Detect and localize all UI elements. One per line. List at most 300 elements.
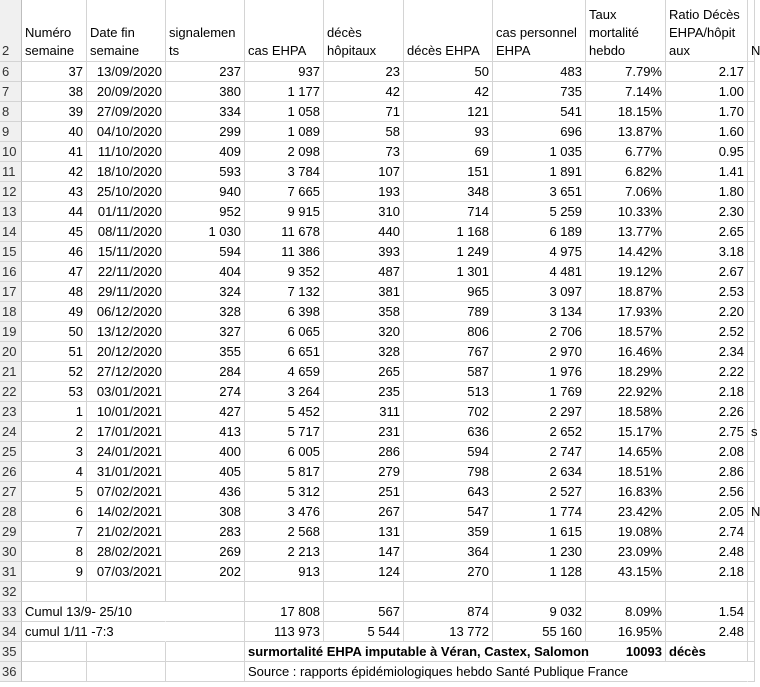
cell[interactable]: 13 772 [404,622,493,642]
cell[interactable]: 13/09/2020 [87,62,166,82]
cell[interactable] [748,202,755,222]
row-header[interactable]: 25 [0,442,22,462]
cell[interactable]: 07/03/2021 [87,562,166,582]
cell[interactable]: 355 [166,342,245,362]
cell[interactable]: 6 [22,502,87,522]
cell[interactable]: 965 [404,282,493,302]
cell[interactable]: 147 [324,542,404,562]
cell[interactable] [493,582,586,602]
cell[interactable]: 18.57% [586,322,666,342]
cell[interactable]: 40 [22,122,87,142]
cell[interactable] [87,662,166,682]
cell[interactable]: 1 058 [245,102,324,122]
row-header[interactable]: 18 [0,302,22,322]
cell[interactable]: 1 035 [493,142,586,162]
column-header[interactable] [493,0,586,62]
cell[interactable]: 10.33% [586,202,666,222]
cell[interactable]: 29/11/2020 [87,282,166,302]
cell[interactable]: 6.82% [586,162,666,182]
cell[interactable]: 04/10/2020 [87,122,166,142]
cell[interactable]: 1.54 [666,602,748,622]
cell[interactable]: 124 [324,562,404,582]
row-header[interactable]: 21 [0,362,22,382]
cell[interactable]: 2 706 [493,322,586,342]
cell[interactable]: 2 098 [245,142,324,162]
cell[interactable]: 5 [22,482,87,502]
cell[interactable]: 50 [404,62,493,82]
cell[interactable]: 18/10/2020 [87,162,166,182]
cell[interactable] [22,642,87,662]
cell[interactable]: 27/12/2020 [87,362,166,382]
cell[interactable]: 636 [404,422,493,442]
cell[interactable]: 436 [166,482,245,502]
row-header[interactable]: 24 [0,422,22,442]
row-header[interactable]: 26 [0,462,22,482]
cell[interactable] [748,362,755,382]
cell[interactable]: 2.05 [666,502,748,522]
cell[interactable] [22,582,87,602]
cell[interactable]: 593 [166,162,245,182]
cell[interactable] [748,522,755,542]
cell[interactable]: 18.15% [586,102,666,122]
cell[interactable]: 1 769 [493,382,586,402]
cell[interactable]: 487 [324,262,404,282]
cell[interactable] [748,582,755,602]
cell[interactable]: 265 [324,362,404,382]
cell[interactable]: 364 [404,542,493,562]
cell[interactable]: 7.06% [586,182,666,202]
cell[interactable]: 714 [404,202,493,222]
cell[interactable] [245,582,324,602]
cell[interactable]: 594 [166,242,245,262]
cell[interactable]: 4 481 [493,262,586,282]
row-header[interactable]: 6 [0,62,22,82]
cell[interactable]: 231 [324,422,404,442]
cell[interactable]: 2 527 [493,482,586,502]
cell[interactable]: 513 [404,382,493,402]
cell[interactable]: 4 975 [493,242,586,262]
cell[interactable]: 13/12/2020 [87,322,166,342]
cell[interactable]: 284 [166,362,245,382]
cumul-label[interactable]: Cumul 13/9- 25/10 [22,602,166,622]
cell[interactable]: 41 [22,142,87,162]
cell[interactable]: 17.93% [586,302,666,322]
cell[interactable]: 286 [324,442,404,462]
cell[interactable]: 28/02/2021 [87,542,166,562]
cell[interactable] [166,622,245,642]
cell[interactable]: 381 [324,282,404,302]
cell[interactable]: 874 [404,602,493,622]
cell[interactable]: 1 030 [166,222,245,242]
cell[interactable]: 2.48 [666,542,748,562]
cell[interactable]: 7.14% [586,82,666,102]
cell[interactable]: 16.95% [586,622,666,642]
cell[interactable]: 48 [22,282,87,302]
cell[interactable]: 38 [22,82,87,102]
cell[interactable]: 06/12/2020 [87,302,166,322]
cell[interactable]: 202 [166,562,245,582]
cell[interactable]: 9 352 [245,262,324,282]
cell[interactable]: 324 [166,282,245,302]
cell[interactable]: 320 [324,322,404,342]
cell[interactable]: 2.18 [666,562,748,582]
cell[interactable]: 9 915 [245,202,324,222]
cell[interactable]: 1.00 [666,82,748,102]
cell[interactable]: 299 [166,122,245,142]
cell[interactable]: 58 [324,122,404,142]
cell[interactable]: 952 [166,202,245,222]
cell[interactable]: 21/02/2021 [87,522,166,542]
cell[interactable]: 14.65% [586,442,666,462]
cell[interactable]: 07/02/2021 [87,482,166,502]
row-header[interactable]: 29 [0,522,22,542]
row-header[interactable]: 16 [0,262,22,282]
cell[interactable]: 328 [166,302,245,322]
cell[interactable]: 9 032 [493,602,586,622]
cell[interactable]: 93 [404,122,493,142]
cell[interactable]: 2.52 [666,322,748,342]
cell[interactable] [748,222,755,242]
row-header[interactable]: 31 [0,562,22,582]
cell[interactable]: 1 615 [493,522,586,542]
cell[interactable]: 409 [166,142,245,162]
cell[interactable]: 913 [245,562,324,582]
cell[interactable]: 2.17 [666,62,748,82]
cell[interactable]: 5 717 [245,422,324,442]
cell[interactable]: 11/10/2020 [87,142,166,162]
cell[interactable]: 2 297 [493,402,586,422]
cell[interactable]: 1 128 [493,562,586,582]
cell[interactable]: 42 [22,162,87,182]
cell[interactable]: 20/09/2020 [87,82,166,102]
cell[interactable]: 393 [324,242,404,262]
cell[interactable] [586,582,666,602]
cell[interactable]: 1 774 [493,502,586,522]
cell[interactable] [22,662,87,682]
row-header[interactable]: 34 [0,622,22,642]
cell[interactable]: 45 [22,222,87,242]
cell[interactable]: 2 652 [493,422,586,442]
cell[interactable]: 643 [404,482,493,502]
cell[interactable]: 3 134 [493,302,586,322]
row-header[interactable]: 9 [0,122,22,142]
cell[interactable]: 52 [22,362,87,382]
cell[interactable]: 2 [22,422,87,442]
cell[interactable]: 6 651 [245,342,324,362]
summary-text[interactable]: surmortalité EHPA imputable à Véran, Castex, Salomon [245,642,586,662]
cell[interactable]: 327 [166,322,245,342]
cell[interactable]: 193 [324,182,404,202]
cell[interactable]: 0.95 [666,142,748,162]
cell[interactable]: 15/11/2020 [87,242,166,262]
row-header[interactable]: 19 [0,322,22,342]
cell[interactable]: 702 [404,402,493,422]
column-header[interactable] [324,0,404,62]
cell[interactable]: 2 747 [493,442,586,462]
cell[interactable]: 587 [404,362,493,382]
column-header[interactable] [748,0,760,62]
row-header[interactable]: 28 [0,502,22,522]
cell[interactable]: 1 168 [404,222,493,242]
cell[interactable]: 27/09/2020 [87,102,166,122]
cell[interactable]: 1 177 [245,82,324,102]
cell[interactable]: 404 [166,262,245,282]
cell[interactable] [748,282,755,302]
cell[interactable]: 1 230 [493,542,586,562]
cell[interactable]: 18.29% [586,362,666,382]
cell[interactable]: 53 [22,382,87,402]
cell[interactable]: 789 [404,302,493,322]
cell[interactable]: 73 [324,142,404,162]
cell[interactable]: 113 973 [245,622,324,642]
cell[interactable] [166,642,245,662]
cell[interactable]: 25/10/2020 [87,182,166,202]
cell[interactable]: 5 452 [245,402,324,422]
cell[interactable]: 2.53 [666,282,748,302]
cell[interactable] [748,102,755,122]
cell[interactable]: 69 [404,142,493,162]
cell[interactable]: 2.75 [666,422,748,442]
cell[interactable]: 107 [324,162,404,182]
cell[interactable]: 50 [22,322,87,342]
cell[interactable]: 1 089 [245,122,324,142]
column-header[interactable] [166,0,245,62]
cell[interactable] [748,262,755,282]
row-header[interactable]: 12 [0,182,22,202]
cell[interactable]: 3 651 [493,182,586,202]
cell[interactable] [748,642,755,662]
cell[interactable]: 23.09% [586,542,666,562]
cell[interactable] [166,602,245,622]
cell[interactable]: 7.79% [586,62,666,82]
cell[interactable] [748,342,755,362]
cell[interactable]: 131 [324,522,404,542]
cell[interactable]: 7 [22,522,87,542]
cell[interactable]: 42 [404,82,493,102]
cell[interactable]: 6 005 [245,442,324,462]
row-header[interactable]: 7 [0,82,22,102]
cell[interactable] [748,442,755,462]
cell[interactable] [87,582,166,602]
cell[interactable]: 7 132 [245,282,324,302]
cell[interactable]: 47 [22,262,87,282]
cell[interactable]: 19.12% [586,262,666,282]
cell[interactable]: 267 [324,502,404,522]
cell[interactable]: 405 [166,462,245,482]
cell[interactable] [748,242,755,262]
cell[interactable]: 567 [324,602,404,622]
cell[interactable] [166,662,245,682]
cell[interactable]: 235 [324,382,404,402]
cell[interactable]: 427 [166,402,245,422]
cell[interactable]: 24/01/2021 [87,442,166,462]
cell[interactable]: 4 659 [245,362,324,382]
cell[interactable]: 18.87% [586,282,666,302]
cell[interactable]: 22/11/2020 [87,262,166,282]
cell[interactable]: 71 [324,102,404,122]
cell[interactable]: 08/11/2020 [87,222,166,242]
cell[interactable]: 5 259 [493,202,586,222]
cell[interactable] [748,402,755,422]
cell[interactable]: 594 [404,442,493,462]
cell[interactable]: 798 [404,462,493,482]
cell[interactable]: 14.42% [586,242,666,262]
cell[interactable]: 735 [493,82,586,102]
cell[interactable] [324,582,404,602]
row-header[interactable]: 35 [0,642,22,662]
cell[interactable]: 3 784 [245,162,324,182]
row-header[interactable]: 32 [0,582,22,602]
cell[interactable] [748,182,755,202]
cell[interactable]: 23 [324,62,404,82]
row-header[interactable]: 22 [0,382,22,402]
column-header[interactable] [666,0,748,62]
column-header[interactable] [87,0,166,62]
cell[interactable]: 39 [22,102,87,122]
cell[interactable]: s [748,422,755,442]
cell[interactable]: 19.08% [586,522,666,542]
cell[interactable]: 49 [22,302,87,322]
cell[interactable]: 2.86 [666,462,748,482]
cell[interactable]: 483 [493,62,586,82]
cell[interactable]: 413 [166,422,245,442]
cell[interactable]: 269 [166,542,245,562]
cell[interactable]: 940 [166,182,245,202]
cell[interactable]: 8 [22,542,87,562]
cell[interactable]: 1 249 [404,242,493,262]
summary-unit[interactable]: décès [666,642,748,662]
source-text[interactable]: Source : rapports épidémiologiques hebdo Santé Publique France [245,662,748,682]
column-header[interactable] [22,0,87,62]
cell[interactable]: 46 [22,242,87,262]
cumul-label[interactable]: cumul 1/11 -7:3 [22,622,166,642]
cell[interactable]: 6 398 [245,302,324,322]
row-header[interactable]: 15 [0,242,22,262]
cell[interactable]: 151 [404,162,493,182]
cell[interactable]: 2.67 [666,262,748,282]
cell[interactable]: 9 [22,562,87,582]
row-header[interactable]: 8 [0,102,22,122]
cell[interactable] [748,482,755,502]
row-header[interactable]: 27 [0,482,22,502]
cell[interactable]: 44 [22,202,87,222]
cell[interactable]: 18.58% [586,402,666,422]
cell[interactable]: 8.09% [586,602,666,622]
cell[interactable]: 806 [404,322,493,342]
cell[interactable] [404,582,493,602]
cell[interactable]: 270 [404,562,493,582]
cell[interactable]: 311 [324,402,404,422]
cell[interactable]: 2.18 [666,382,748,402]
cell[interactable]: 541 [493,102,586,122]
cell[interactable] [748,382,755,402]
cell[interactable]: N [748,502,755,522]
cell[interactable] [166,582,245,602]
cell[interactable]: 13.77% [586,222,666,242]
cell[interactable]: 31/01/2021 [87,462,166,482]
cell[interactable]: 2 568 [245,522,324,542]
cell[interactable]: 2.74 [666,522,748,542]
row-header[interactable]: 11 [0,162,22,182]
cell[interactable]: 4 [22,462,87,482]
cell[interactable] [748,322,755,342]
cell[interactable]: 1 [22,402,87,422]
cell[interactable] [748,622,755,642]
cell[interactable]: 42 [324,82,404,102]
cell[interactable]: 2.65 [666,222,748,242]
cell[interactable]: 121 [404,102,493,122]
cell[interactable] [748,82,755,102]
cell[interactable]: 308 [166,502,245,522]
cell[interactable]: 6.77% [586,142,666,162]
cell[interactable]: 348 [404,182,493,202]
cell[interactable]: 2.08 [666,442,748,462]
cell[interactable]: 400 [166,442,245,462]
cell[interactable]: 5 544 [324,622,404,642]
cell[interactable] [748,662,755,682]
row-header[interactable]: 30 [0,542,22,562]
cell[interactable]: 22.92% [586,382,666,402]
cell[interactable] [748,142,755,162]
cell[interactable] [87,642,166,662]
cell[interactable] [748,302,755,322]
cell[interactable]: 1.80 [666,182,748,202]
cell[interactable]: 20/12/2020 [87,342,166,362]
cell[interactable]: 15.17% [586,422,666,442]
cell[interactable]: 2.20 [666,302,748,322]
column-header[interactable] [245,0,324,62]
cell[interactable] [748,602,755,622]
cell[interactable]: 1.60 [666,122,748,142]
cell[interactable] [748,62,755,82]
cell[interactable]: 11 386 [245,242,324,262]
cell[interactable]: 380 [166,82,245,102]
cell[interactable] [748,562,755,582]
cell[interactable]: 359 [404,522,493,542]
cell[interactable]: 283 [166,522,245,542]
cell[interactable]: 2.48 [666,622,748,642]
cell[interactable]: 17 808 [245,602,324,622]
cell[interactable]: 1 301 [404,262,493,282]
cell[interactable]: 2 213 [245,542,324,562]
cell[interactable]: 3.18 [666,242,748,262]
cell[interactable]: 6 189 [493,222,586,242]
cell[interactable]: 43 [22,182,87,202]
cell[interactable]: 1.41 [666,162,748,182]
cell[interactable]: 16.83% [586,482,666,502]
row-header[interactable]: 33 [0,602,22,622]
cell[interactable]: 3 097 [493,282,586,302]
row-header[interactable]: 17 [0,282,22,302]
cell[interactable]: 328 [324,342,404,362]
cell[interactable]: 251 [324,482,404,502]
cell[interactable]: 1 976 [493,362,586,382]
cell[interactable]: 237 [166,62,245,82]
cell[interactable]: 1 891 [493,162,586,182]
cell[interactable]: 310 [324,202,404,222]
cell[interactable]: 14/02/2021 [87,502,166,522]
cell[interactable]: 2.34 [666,342,748,362]
row-header[interactable]: 13 [0,202,22,222]
cell[interactable] [748,542,755,562]
cell[interactable]: 18.51% [586,462,666,482]
cell[interactable]: 37 [22,62,87,82]
row-header[interactable]: 10 [0,142,22,162]
cell[interactable]: 5 817 [245,462,324,482]
cell[interactable]: 43.15% [586,562,666,582]
cell[interactable]: 11 678 [245,222,324,242]
row-header[interactable]: 20 [0,342,22,362]
